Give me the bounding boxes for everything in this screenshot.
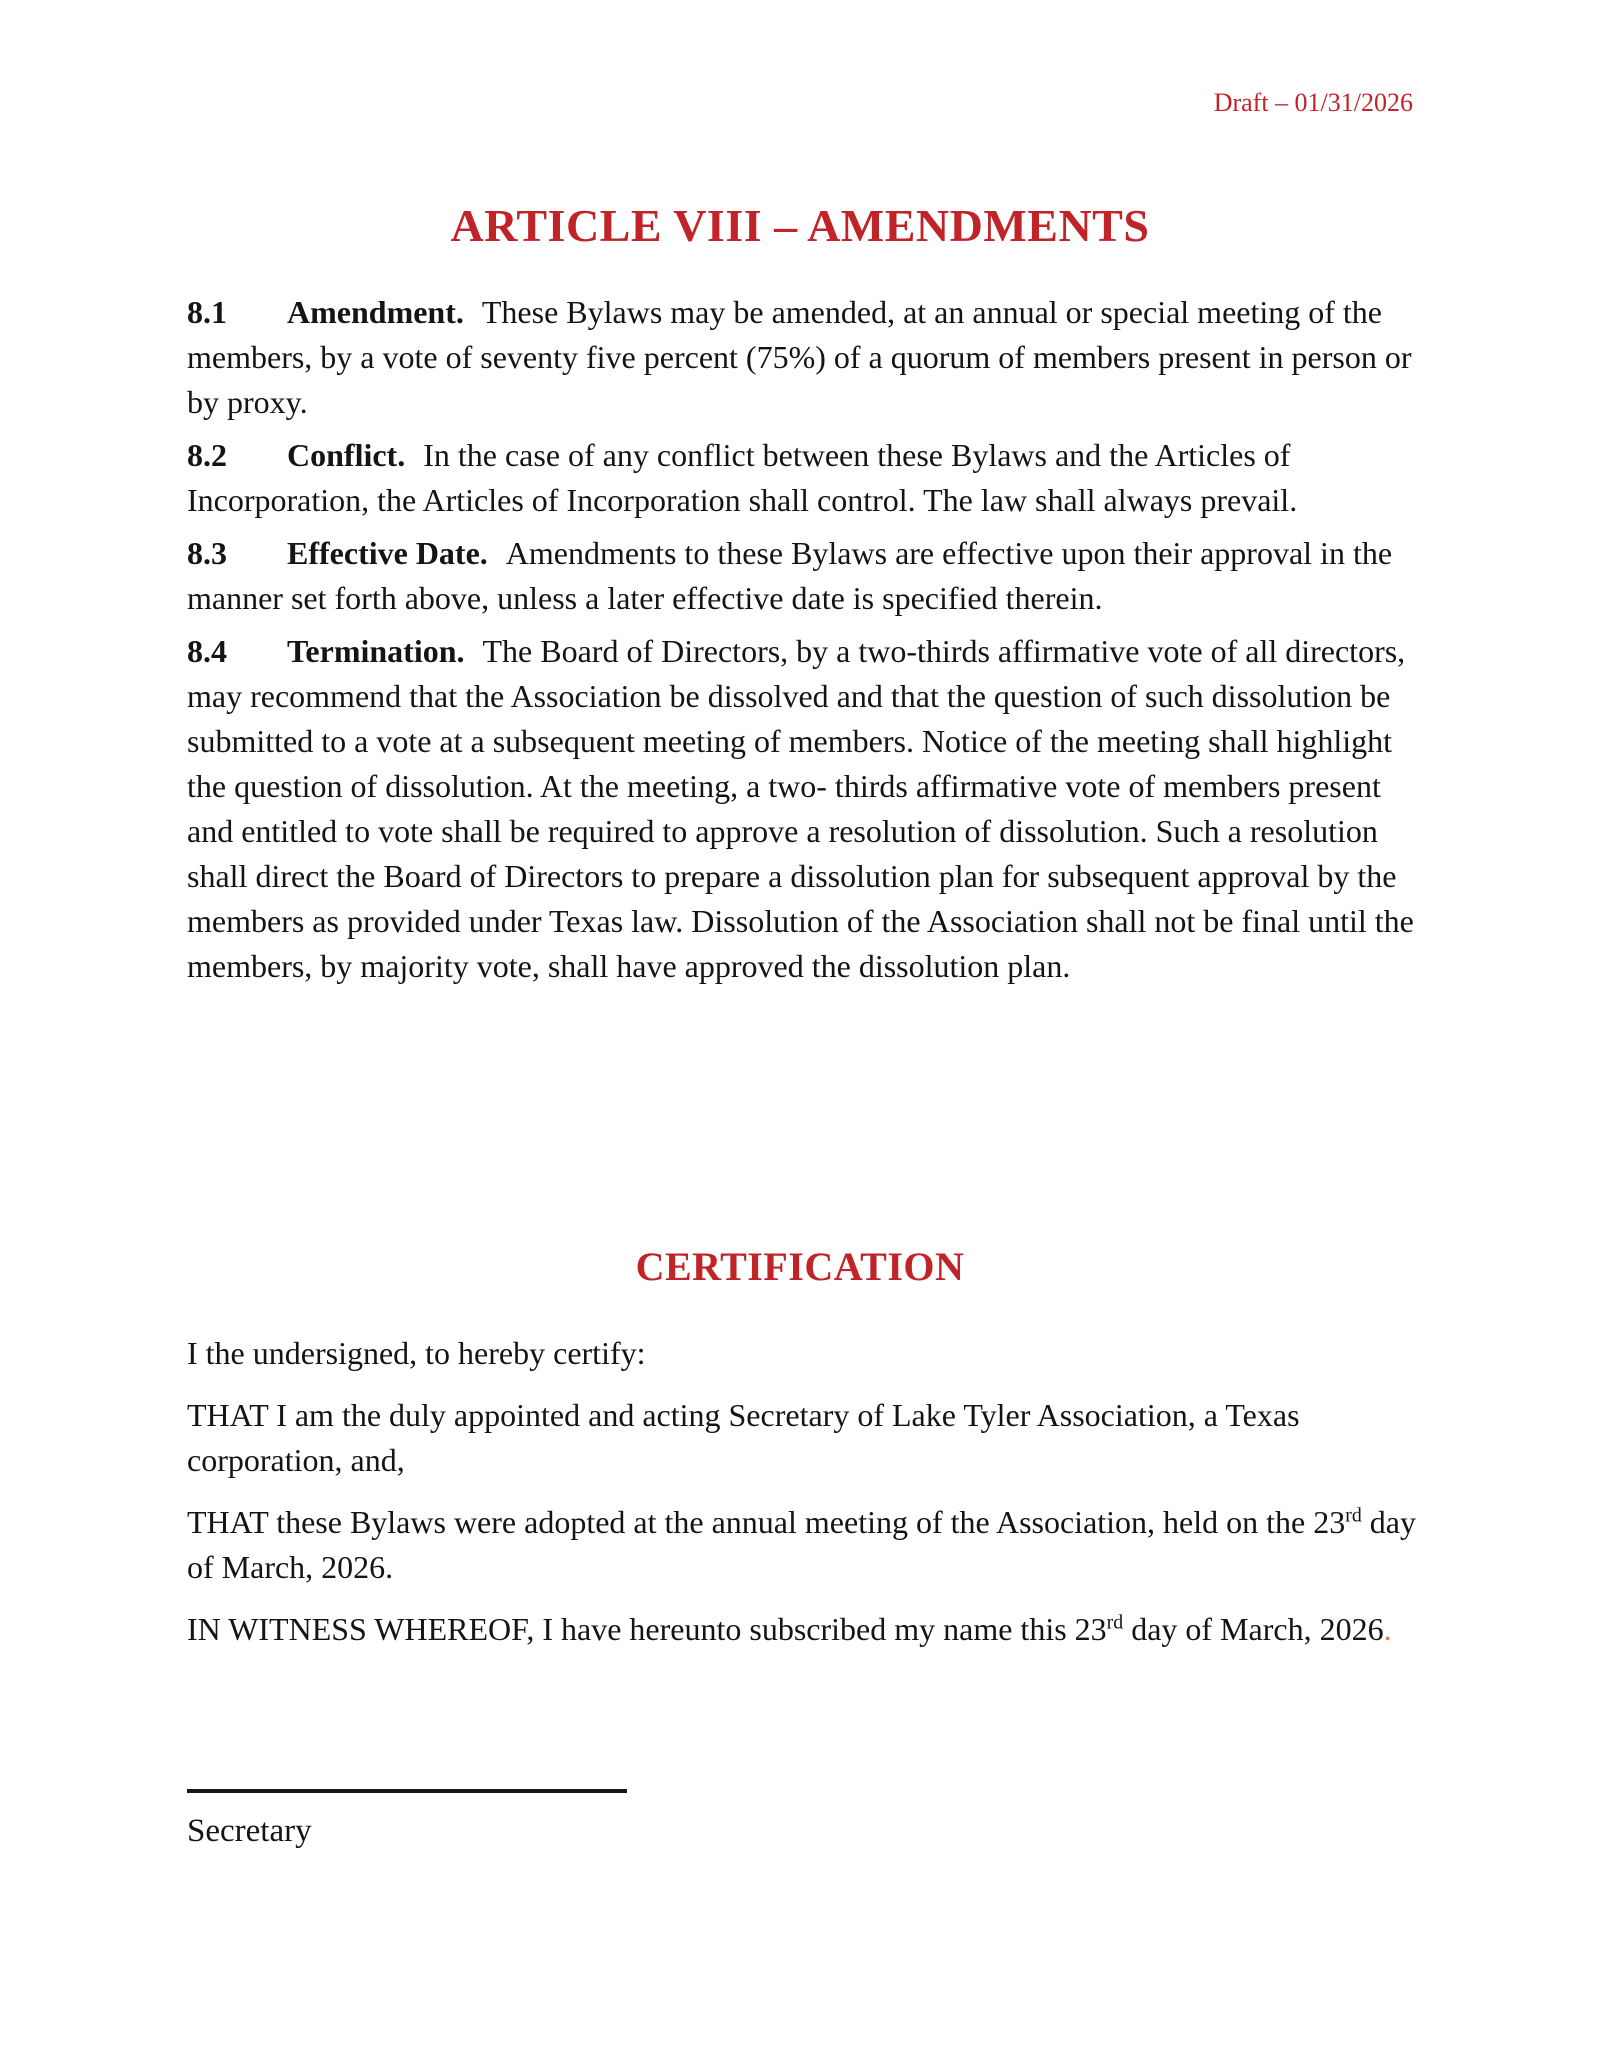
section-8-2-number: 8.2 xyxy=(187,437,227,473)
certification-title: CERTIFICATION xyxy=(635,1244,965,1290)
section-8-1 xyxy=(187,290,1427,425)
section-8-2-heading: Conflict. xyxy=(287,437,406,473)
section-8-3 xyxy=(187,531,1427,621)
section-8-1-number: 8.1 xyxy=(187,294,227,330)
signature-block xyxy=(187,1789,627,1851)
section-8-2 xyxy=(187,433,1427,523)
adopted-clause-text-end: day of March, 2026. xyxy=(187,1504,1416,1585)
section-8-3-body: Amendments to these Bylaws are effective upon their approval in the manner set forth above, unless a later effective date is specified therein. xyxy=(187,535,1393,616)
section-8-4-body: The Board of Directors, by a two-thirds affirmative vote of all directors, may recommend that the Association be dissolved and that the question of such dissolution be submitted to a vote at a subsequent meeting of members. Notice of the meeting shall highlight the question of dissolution. At the meeting, a two- thirds affirmative vote of members present and entitled to vote shall be required to approve a resolution of dissolution. Such a resolution shall direct the Board of Directors to prepare a dissolution plan for subsequent approval by the members as provided under Texas law. Dissolution of the Association shall not be final until the members, by majority vote, shall have approved the dissolution plan. xyxy=(187,633,1414,984)
section-8-3-heading: Effective Date. xyxy=(287,535,488,571)
certification-secretary-clause: THAT I am the duly appointed and acting Secretary of Lake Tyler Association, a Texas corporation, and, xyxy=(187,1397,1300,1478)
adopted-clause-text: THAT these Bylaws were adopted at the annual meeting of the Association, held on the 23 xyxy=(187,1504,1346,1540)
witness-clause-period: . xyxy=(1383,1611,1392,1647)
sections-container xyxy=(187,290,1427,997)
section-8-4-heading: Termination. xyxy=(287,633,465,669)
article-title: ARTICLE VIII – AMENDMENTS xyxy=(450,199,1150,251)
secretary-label: Secretary xyxy=(187,1813,312,1849)
section-8-1-body: These Bylaws may be amended, at an annual or special meeting of the members, by a vote of seventy five percent (75%) of a quorum of members present in person or by proxy. xyxy=(187,294,1412,420)
witness-clause xyxy=(187,1607,1427,1652)
section-8-1-heading: Amendment. xyxy=(287,294,464,330)
witness-clause-text-end: day of March, 2026 xyxy=(1123,1611,1384,1647)
witness-clause-text: IN WITNESS WHEREOF, I have hereunto subscribed my name this 23 xyxy=(187,1611,1107,1647)
section-8-4 xyxy=(187,629,1427,989)
section-8-4-number: 8.4 xyxy=(187,633,227,669)
section-8-3-number: 8.3 xyxy=(187,535,227,571)
adopted-clause-ordinal: rd xyxy=(1345,1504,1362,1527)
draft-watermark: Draft – 01/31/2026 xyxy=(1213,88,1413,117)
certification-intro: I the undersigned, to hereby certify: xyxy=(187,1335,646,1371)
certification-adopted-clause xyxy=(187,1500,1427,1590)
witness-clause-ordinal: rd xyxy=(1106,1611,1124,1634)
signature-line xyxy=(187,1789,627,1793)
section-8-2-body: In the case of any conflict between these Bylaws and the Articles of Incorporation, the Articles of Incorporation shall control. The law shall always prevail. xyxy=(187,437,1298,518)
certification-container xyxy=(187,1331,1427,1669)
